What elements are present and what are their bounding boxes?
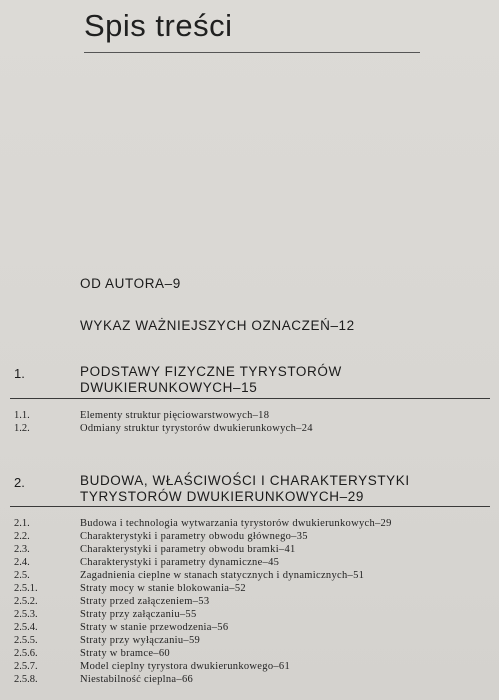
toc-entry [0,410,499,423]
toc-entry [0,518,499,531]
toc-entry-number: 2.5.8. [14,674,38,685]
toc-entry [0,648,499,661]
toc-entry [0,596,499,609]
toc-entry [0,423,499,436]
toc-entry-number: 2.5.6. [14,648,38,659]
chapter-1-number: 1. [14,366,25,381]
toc-entry-number: 2.5. [14,570,30,581]
toc-entry [0,531,499,544]
toc-entry-title: Elementy struktur pięciowarstwowych–18 [80,410,270,421]
toc-entry-title: Niestabilność cieplna–66 [80,674,194,685]
toc-entry-number: 2.5.2. [14,596,38,607]
section-od-autora: OD AUTORA–9 [80,276,181,291]
toc-entry [0,609,499,622]
toc-entry-title: Straty w bramce–60 [80,648,170,659]
toc-entry [0,557,499,570]
toc-entry [0,622,499,635]
toc-entry-title: Straty przy wyłączaniu–59 [80,635,201,646]
toc-entry-title: Straty przy załączaniu–55 [80,609,197,620]
toc-entry-title: Straty mocy w stanie blokowania–52 [80,583,246,594]
toc-entry-number: 2.4. [14,557,30,568]
toc-entry-number: 2.5.5. [14,635,38,646]
section-wykaz-oznaczen: WYKAZ WAŻNIEJSZYCH OZNACZEŃ–12 [80,318,355,333]
toc-entry [0,674,499,687]
toc-entry-title: Model cieplny tyrystora dwukierunkowego–61 [80,661,291,672]
toc-entry-number: 2.2. [14,531,30,542]
chapter-1-title: PODSTAWY FIZYCZNE TYRYSTORÓW DWUKIERUNKOWYCH–15 [80,364,342,395]
toc-entry-number: 1.1. [14,410,30,421]
toc-entry-title: Budowa i technologia wytwarzania tyrystorów dwukierunkowych–29 [80,518,392,529]
chapter-1-divider [10,398,490,399]
toc-entry-number: 2.5.4. [14,622,38,633]
chapter-2-divider [10,506,490,507]
toc-entry-title: Straty przed załączeniem–53 [80,596,210,607]
toc-entry [0,544,499,557]
title-divider [84,52,420,53]
toc-entry [0,661,499,674]
toc-entry-title: Charakterystyki i parametry obwodu głównego–35 [80,531,308,542]
toc-entry-title: Charakterystyki i parametry obwodu bramki–41 [80,544,296,555]
chapter-2-number: 2. [14,475,25,490]
toc-entry [0,570,499,583]
page-title: Spis treści [84,8,233,43]
toc-entry [0,583,499,596]
toc-entry-number: 2.5.7. [14,661,38,672]
toc-entry-title: Straty w stanie przewodzenia–56 [80,622,229,633]
toc-entry-number: 2.5.3. [14,609,38,620]
chapter-2-title: BUDOWA, WŁAŚCIWOŚCI I CHARAKTERYSTYKI TYRYSTORÓW DWUKIERUNKOWYCH–29 [80,473,410,504]
toc-entry-title: Zagadnienia cieplne w stanach statycznych i dynamicznych–51 [80,570,365,581]
toc-entry-title: Charakterystyki i parametry dynamiczne–45 [80,557,280,568]
toc-entry-number: 2.1. [14,518,30,529]
toc-entry-number: 1.2. [14,423,30,434]
toc-entry-number: 2.5.1. [14,583,38,594]
toc-entry [0,635,499,648]
toc-entry-title: Odmiany struktur tyrystorów dwukierunkowych–24 [80,423,313,434]
toc-entry-number: 2.3. [14,544,30,555]
